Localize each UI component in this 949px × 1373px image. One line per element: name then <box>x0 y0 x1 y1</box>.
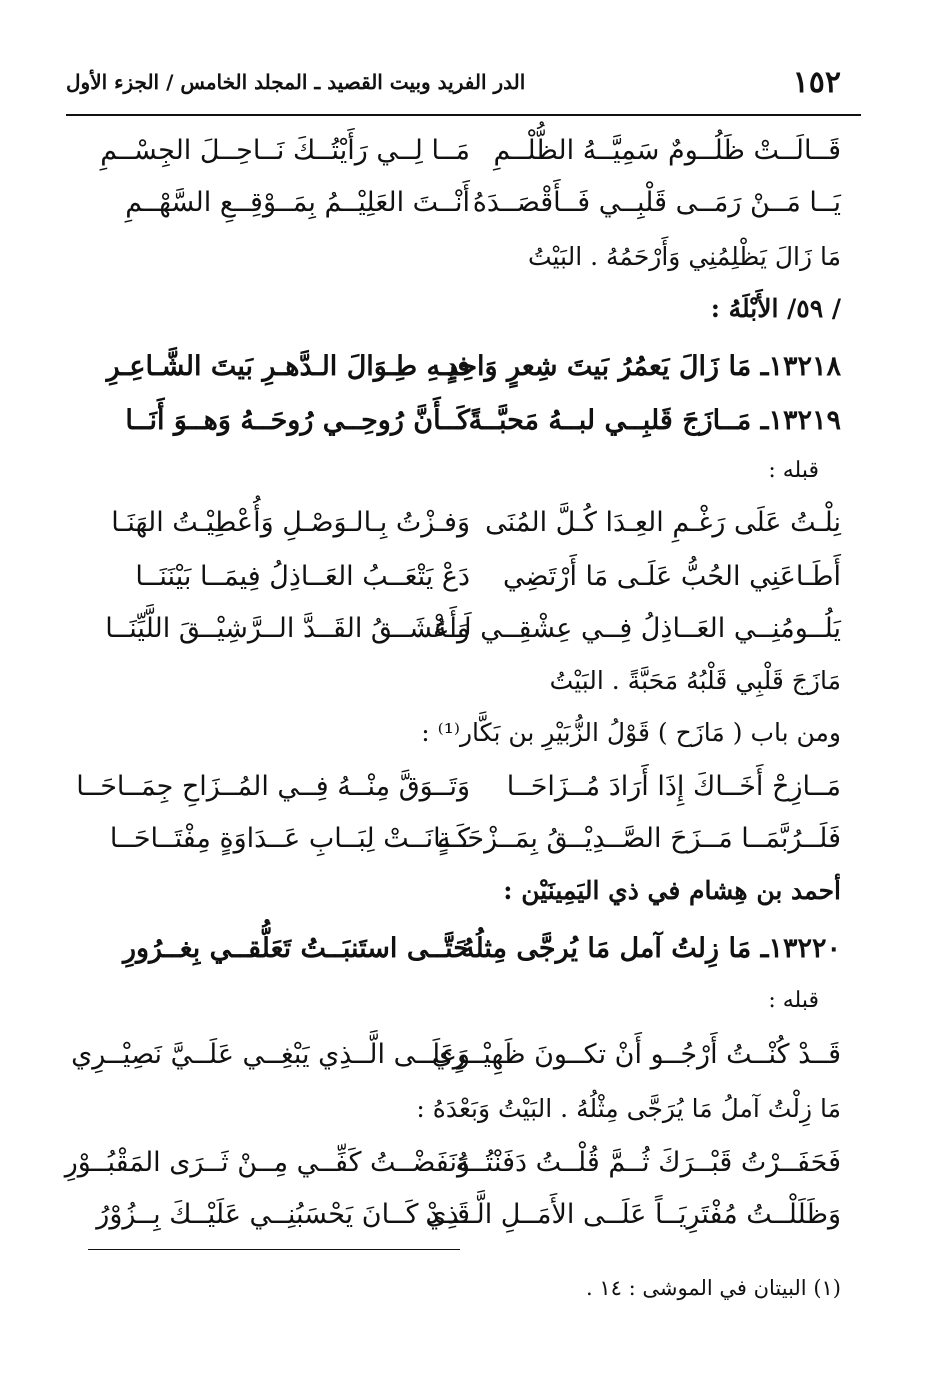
verse-line <box>100 126 841 176</box>
first-hemistich: يَلُــومُنِــي العَــاذِلُ فِــي عِشْقِــي لَــهُ <box>433 613 841 644</box>
first-hemistich: يَــا مَــنْ رَمَــى قَلْبِــي فَــأَقْصَــدَهُ <box>472 187 841 218</box>
second-hemistich: وَتَــوَقَّ مِنْــهُ فِــي المُــزَاحِ جِمَــاحَــا <box>76 771 470 802</box>
prose-line: مَا زَالَ يَظْلِمُنِي وَأَرْحَمُهُ . البَيْتُ <box>527 242 841 271</box>
verse-line <box>100 604 841 654</box>
second-hemistich: حَتَّــى استَنبَــتُ تَعَلُّقــي بِغــرُورِ <box>122 933 470 964</box>
prose-line: قبله : <box>768 988 819 1013</box>
second-hemistich: قَــدْ كَــانَ يَحْسَبُنِــي عَلَيْــكَ بِــزُوْرُ <box>96 1199 470 1230</box>
first-hemistich: ١٣٢٢٠ـ مَا زِلتُ آمل مَا يُرجَّى مِثلُهُ <box>460 933 841 964</box>
second-hemistich: فيـهِ طِـوَالَ الـدَّهـرِ بَيتَ الشَّـاعِـرِ <box>106 351 470 382</box>
second-hemistich: وَأَعْشَــقُ القَــدَّ الــرَّشِيْــقَ اللَّيِّنَــا <box>105 613 470 644</box>
verse-line <box>100 178 841 228</box>
page-header <box>66 52 841 112</box>
second-hemistich: وَفـزْتُ بِـالـوَصْـلِ وَأُعْطِيْـتُ الهَنَـا <box>111 507 470 538</box>
second-hemistich: دَعْ يَتْعَــبُ العَــاذِلُ فِيمَــا بَيْنَنَــا <box>135 561 470 592</box>
prose-line: مَا زِلْتُ آملُ مَا يُرَجَّى مِثْلُهُ . البَيْتُ وَبَعْدَهُ : <box>416 1094 841 1123</box>
verse-line <box>100 814 841 864</box>
verse-line <box>100 396 841 446</box>
first-hemistich: قَــدْ كُنْــتُ أَرْجُــو أَنْ تكــونَ ظَهِيْــرِي <box>431 1039 841 1070</box>
prose-line: ومن باب ( مَازَح ) قَوْلُ الزُّبَيْرِ بن بَكَّار⁽¹⁾ : <box>421 718 841 747</box>
first-hemistich: فَحَفَــرْتُ قَبْــرَكَ ثُــمَّ قُلْــتُ دَفَنْتُــهُ <box>455 1147 841 1178</box>
verse-line <box>100 342 841 392</box>
first-hemistich: وَظَلَلْــتُ مُفْتَرِيَــاً عَلَــى الأَمَــلِ الَّــذِي <box>425 1199 841 1230</box>
second-hemistich: مَــا لِــي رَأَيْتُــكَ نَــاحِــلَ الجِسْــمِ <box>100 135 470 166</box>
second-hemistich: أَنْــتَ العَلِيْــمُ بِمَــوْقِــعِ السَّهْــمِ <box>125 187 470 218</box>
verse-line <box>100 924 841 974</box>
second-hemistich: كَــانَــتْ لِبَــابِ عَــدَاوَةٍ مِفْتَــاحَــا <box>109 823 470 854</box>
poet-heading: أحمد بن هِشام في ذي اليَمِينَيْن : <box>503 876 841 905</box>
second-hemistich: كَــأَنَّ رُوحِــي رُوحَــهُ وَهــوَ أَنَــا <box>125 405 470 436</box>
first-hemistich: مَــازِحْ أَخَــاكَ إِذَا أَرَادَ مُــزَاحَــا <box>506 771 841 802</box>
verse-line <box>96 1190 841 1240</box>
page-number: ١٥٢ <box>792 64 841 100</box>
second-hemistich: وَنَفَضْــتُ كَفِّــي مِــنْ ثَــرَى المَقْبُــوْرِ <box>64 1147 470 1178</box>
footnote-rule <box>88 1249 460 1250</box>
running-title: الدر الفريد وبيت القصيد ـ المجلد الخامس / الجزء الأول <box>66 70 526 94</box>
prose-line: قبله : <box>768 458 819 483</box>
first-hemistich: فَلَــرُبَّمَــا مَــزَحَ الصَّــدِيْــقُ بِمَــزْحَــةٍ <box>437 823 841 854</box>
prose-line: مَازَجَ قَلْبِي قَلْبُهُ مَحَبَّةً . البَيْتُ <box>549 666 841 695</box>
first-hemistich: نِلْـتُ عَلَى رَغْـمِ العِـدَا كُـلَّ المُنَى <box>485 507 841 538</box>
verse-line <box>64 1138 841 1188</box>
verse-line <box>76 762 841 812</box>
second-hemistich: وَعَلَــى الَّــذِي يَبْغِــي عَلَــيَّ نَصِيْــرِي <box>71 1039 470 1070</box>
verse-line <box>71 1030 841 1080</box>
first-hemistich: ١٣٢١٨ـ مَا زَالَ يَعمُرُ بَيتَ شِعرٍ وَاحِدٍ <box>446 351 841 382</box>
section-heading: / ٥٩/ الأَبْلَهُ : <box>710 294 841 323</box>
verse-line <box>100 552 841 602</box>
header-rule <box>66 114 861 116</box>
footnote: (١) البيتان في الموشى : ١٤ . <box>586 1276 841 1300</box>
verse-line <box>100 498 841 548</box>
first-hemistich: ١٣٢١٩ـ مَــازَجَ قَلبِــي لبــهُ مَحبَّــةً <box>468 405 841 436</box>
first-hemistich: قَــالَــتْ ظَلُــومٌ سَمِيَّــهُ الظُّلْــمِ <box>493 135 841 166</box>
first-hemistich: أَطَـاعَنِي الحُبُّ عَلَـى مَا أَرْتَضِي <box>502 561 841 592</box>
